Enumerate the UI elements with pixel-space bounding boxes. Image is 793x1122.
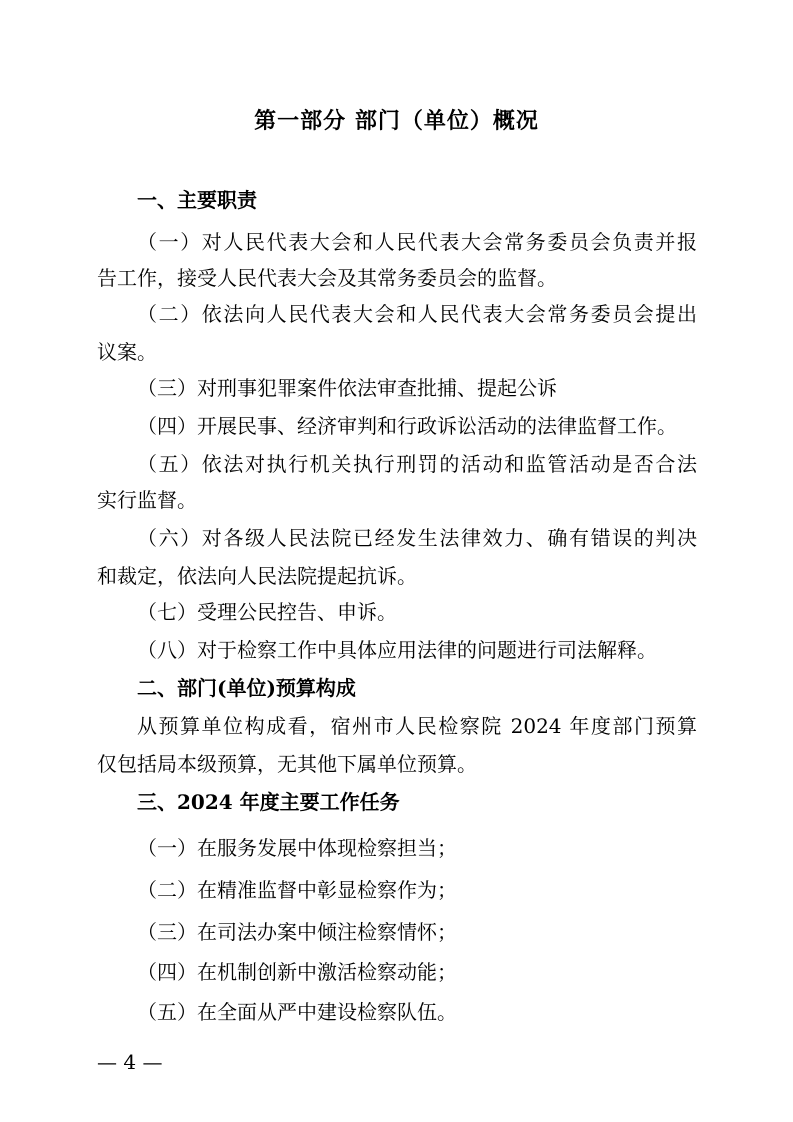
duty-item-3: （三）对刑事犯罪案件依法审查批捕、提起公诉	[137, 376, 557, 400]
duty-item-2-line2: 议案。	[97, 340, 157, 364]
task-item-5: （五）在全面从严中建设检察队伍。	[137, 1000, 457, 1024]
duty-item-4: （四）开展民事、经济审判和行政诉讼活动的法律监督工作。	[137, 414, 677, 438]
section-heading-duties: 一、主要职责	[137, 188, 257, 212]
duty-item-7: （七）受理公民控告、申诉。	[137, 600, 397, 624]
duty-item-1-line2: 告工作，接受人民代表大会及其常务委员会的监督。	[97, 266, 557, 290]
duty-item-8: （八）对于检察工作中具体应用法律的问题进行司法解释。	[137, 638, 657, 662]
task-item-4: （四）在机制创新中激活检察动能；	[137, 960, 457, 984]
budget-paragraph-line1: 从预算单位构成看，宿州市人民检察院 2024 年度部门预算	[137, 714, 697, 738]
page-number: — 4 —	[97, 1050, 163, 1074]
duty-item-2-line1: （二）依法向人民代表大会和人民代表大会常务委员会提出	[137, 302, 697, 326]
section-heading-tasks: 三、2024 年度主要工作任务	[137, 790, 400, 814]
budget-paragraph-line2: 仅包括局本级预算，无其他下属单位预算。	[97, 752, 477, 776]
duty-item-6-line2: 和裁定，依法向人民法院提起抗诉。	[97, 564, 417, 588]
duty-item-6-line1: （六）对各级人民法院已经发生法律效力、确有错误的判决	[137, 526, 697, 550]
duty-item-5-line2: 实行监督。	[97, 488, 197, 512]
section-heading-budget: 二、部门(单位)预算构成	[137, 676, 356, 700]
task-item-1: （一）在服务发展中体现检察担当；	[137, 836, 457, 860]
duty-item-5-line1: （五）依法对执行机关执行刑罚的活动和监管活动是否合法	[137, 452, 697, 476]
duty-item-1-line1: （一）对人民代表大会和人民代表大会常务委员会负责并报	[137, 230, 697, 254]
task-item-2: （二）在精准监督中彰显检察作为；	[137, 878, 457, 902]
page-title: 第一部分 部门（单位）概况	[254, 108, 539, 134]
task-item-3: （三）在司法办案中倾注检察情怀；	[137, 920, 457, 944]
